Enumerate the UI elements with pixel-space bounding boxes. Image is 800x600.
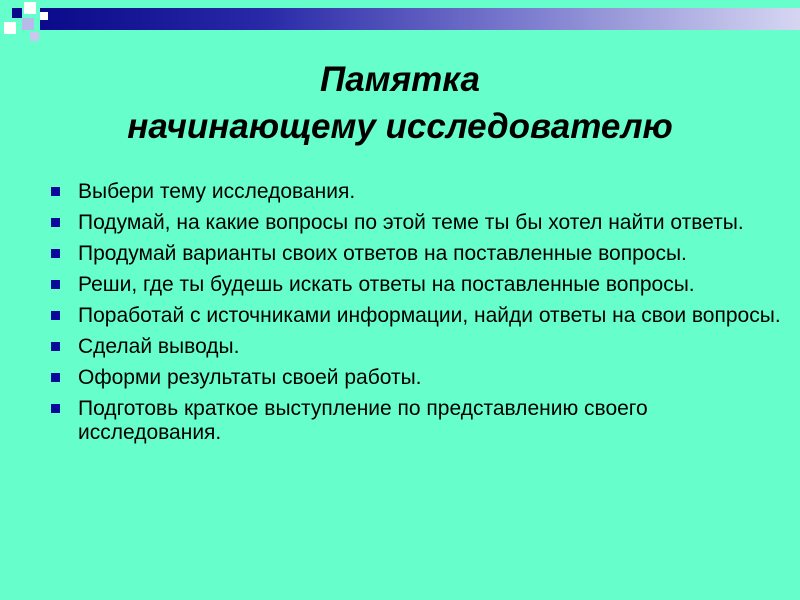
list-item-text: Сделай выводы. [78, 335, 240, 358]
list-item [44, 304, 784, 328]
decor-square-navy-1 [12, 8, 22, 18]
list-item [44, 335, 784, 359]
list-item-text: Продумай варианты своих ответов на поставленные вопросы. [78, 242, 687, 265]
gradient-stripe [40, 8, 800, 30]
square-bullet-icon [51, 187, 60, 196]
list-item [44, 180, 784, 204]
title-line-1: Памятка [320, 60, 480, 99]
slide-title [0, 56, 800, 150]
square-bullet-icon [51, 311, 60, 320]
list-item-text: Подготовь краткое выступление по представлению своего исследования. [78, 397, 648, 444]
list-item [44, 273, 784, 297]
decor-square-white-1 [24, 2, 36, 14]
square-bullet-icon [51, 342, 60, 351]
square-bullet-icon [51, 249, 60, 258]
memo-list [44, 180, 784, 452]
list-item [44, 211, 784, 235]
square-bullet-icon [51, 280, 60, 289]
title-line-2: начинающему исследователю [127, 107, 673, 146]
list-item-text: Реши, где ты будешь искать ответы на поставленные вопросы. [78, 273, 695, 296]
list-item [44, 242, 784, 266]
decor-square-white-3 [40, 12, 48, 20]
square-bullet-icon [51, 218, 60, 227]
header-decoration [0, 0, 800, 48]
list-item-text: Подумай, на какие вопросы по этой теме ты бы хотел найти ответы. [78, 211, 744, 234]
list-item [44, 366, 784, 390]
decor-square-lavender-1 [22, 18, 34, 30]
list-item [44, 397, 784, 445]
square-bullet-icon [51, 373, 60, 382]
list-item-text: Оформи результаты своей работы. [78, 366, 422, 389]
list-item-text: Поработай с источниками информации, найди ответы на свои вопросы. [78, 304, 781, 327]
square-bullet-icon [51, 404, 60, 413]
list-item-text: Выбери тему исследования. [78, 180, 356, 203]
decor-square-white-2 [4, 22, 16, 34]
decor-square-lavender-2 [30, 32, 39, 41]
